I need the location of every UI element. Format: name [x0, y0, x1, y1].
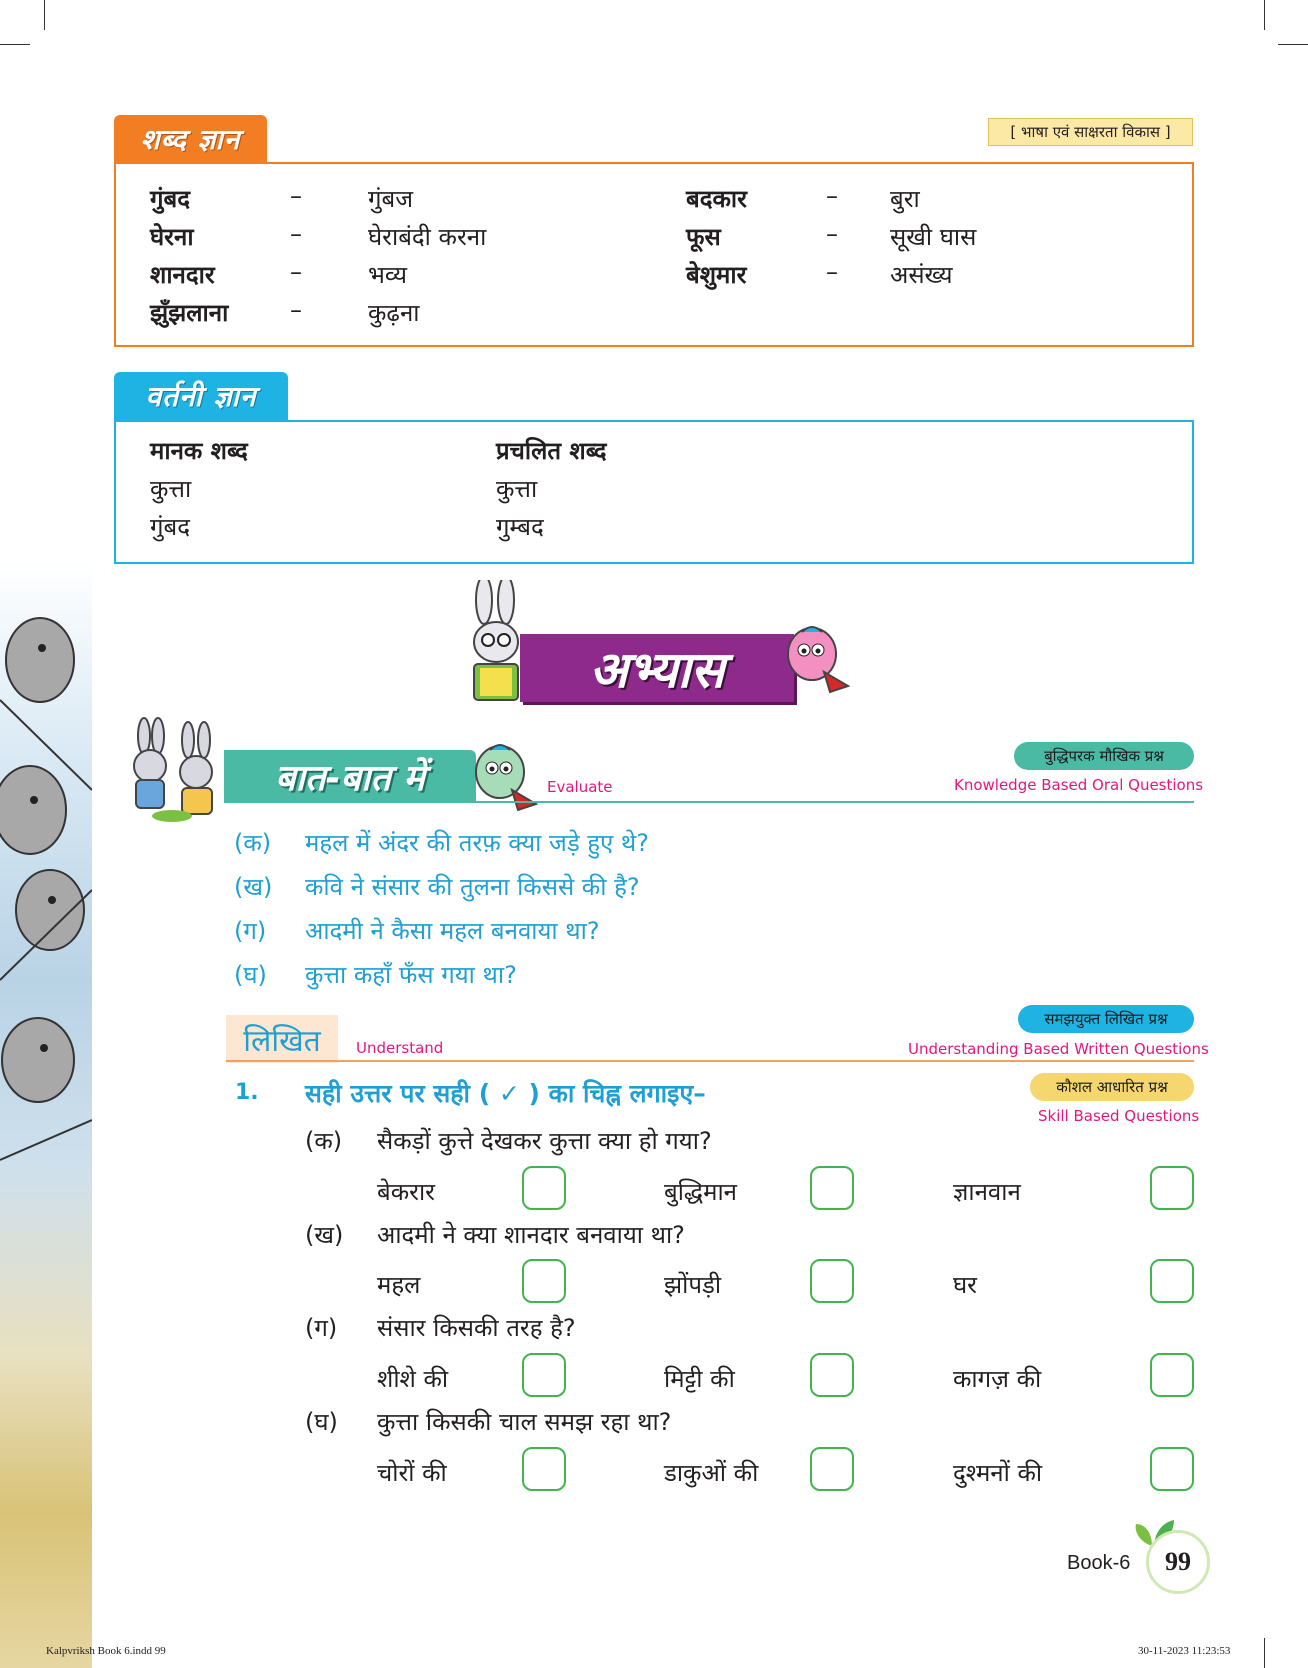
mcq-question: आदमी ने क्या शानदार बनवाया था?: [377, 1221, 685, 1249]
mcq-label: (क): [305, 1127, 343, 1155]
vocab-dash: –: [826, 182, 838, 210]
answer-checkbox[interactable]: [1150, 1447, 1194, 1491]
mcq-option: महल: [377, 1271, 421, 1299]
vartani-gyan-title: वर्तनी ज्ञान: [114, 372, 288, 420]
shabd-gyan-title: शब्द ज्ञान: [114, 115, 267, 163]
vocab-word: बदकार: [686, 185, 747, 213]
vartani-gyan-box: [114, 420, 1194, 564]
answer-checkbox[interactable]: [522, 1353, 566, 1397]
mcq-label: (ख): [305, 1221, 344, 1249]
answer-checkbox[interactable]: [1150, 1259, 1194, 1303]
mcq-option: ज्ञानवान: [953, 1178, 1021, 1206]
oral-question-text: कवि ने संसार की तुलना किससे की है?: [305, 873, 640, 901]
mcq-option: दुश्मनों की: [953, 1459, 1043, 1487]
vocab-dash: –: [826, 220, 838, 248]
vocab-dash: –: [290, 296, 302, 324]
vocab-dash: –: [290, 258, 302, 286]
mcq-option: शीशे की: [377, 1365, 449, 1393]
crop-mark: [1264, 1638, 1265, 1668]
baat-baat-mein-title: बात-बात में: [224, 750, 476, 802]
answer-checkbox[interactable]: [1150, 1353, 1194, 1397]
shabd-gyan-box: [114, 162, 1194, 347]
book-label: Book-6: [1067, 1552, 1131, 1574]
crop-mark: [1264, 0, 1265, 30]
mcq-question: संसार किसकी तरह है?: [377, 1314, 576, 1342]
decorative-dog-illustration: [0, 560, 92, 1668]
answer-checkbox[interactable]: [522, 1259, 566, 1303]
vocab-meaning: गुंबज: [368, 185, 414, 213]
mcq-question: कुत्ता किसकी चाल समझ रहा था?: [377, 1408, 672, 1436]
mcq-label: (घ): [305, 1408, 338, 1436]
vocab-word: शानदार: [150, 261, 215, 289]
file-slug: Kalpvriksh Book 6.indd 99: [46, 1645, 166, 1657]
vocab-dash: –: [826, 258, 838, 286]
oral-question-text: आदमी ने कैसा महल बनवाया था?: [305, 917, 600, 945]
vocab-meaning: असंख्य: [890, 261, 953, 289]
mcq-option: डाकुओं की: [664, 1459, 759, 1487]
likhit-title: लिखित: [226, 1015, 338, 1063]
vocab-word: गुंबद: [150, 185, 190, 213]
mcq-option: बुद्धिमान: [664, 1178, 737, 1206]
mcq-option: घर: [953, 1271, 977, 1299]
written-questions-pill: समझयुक्त लिखित प्रश्न: [1018, 1005, 1194, 1033]
evaluate-caption: Evaluate: [547, 778, 613, 796]
oral-question-label: (घ): [234, 961, 267, 989]
oral-questions-caption: Knowledge Based Oral Questions: [954, 776, 1204, 794]
section-divider: [224, 801, 1194, 803]
standard-word: कुत्ता: [150, 475, 192, 503]
mcq-option: झोंपड़ी: [664, 1271, 722, 1299]
abhyas-banner: अभ्यास: [520, 634, 794, 702]
question-number: 1.: [235, 1080, 259, 1105]
oral-question-label: (ख): [234, 873, 273, 901]
vocab-dash: –: [290, 220, 302, 248]
standard-word: गुंबद: [150, 513, 190, 541]
mcq-option: बेकरार: [377, 1178, 435, 1206]
written-questions-caption: Understanding Based Written Questions: [908, 1040, 1209, 1058]
vocab-meaning: भव्य: [368, 261, 407, 289]
answer-checkbox[interactable]: [522, 1166, 566, 1210]
answer-checkbox[interactable]: [1150, 1166, 1194, 1210]
common-word: कुत्ता: [496, 475, 538, 503]
crop-mark: [1278, 44, 1308, 45]
common-word: गुम्बद: [496, 513, 544, 541]
mcq-question: सैकड़ों कुत्ते देखकर कुत्ता क्या हो गया?: [377, 1127, 712, 1155]
vocab-word: घेरना: [150, 223, 194, 251]
oral-questions-pill: बुद्धिपरक मौखिक प्रश्न: [1014, 742, 1194, 770]
oral-question-text: महल में अंदर की तरफ़ क्या जड़े हुए थे?: [305, 829, 650, 857]
mcq-option: मिट्टी की: [664, 1365, 735, 1393]
oral-question-label: (ग): [234, 917, 267, 945]
crop-mark: [44, 0, 45, 30]
skill-questions-pill: कौशल आधारित प्रश्न: [1030, 1073, 1194, 1101]
vocab-meaning: बुरा: [890, 185, 920, 213]
vocab-dash: –: [290, 182, 302, 210]
answer-checkbox[interactable]: [810, 1447, 854, 1491]
oral-question-label: (क): [234, 829, 272, 857]
understand-caption: Understand: [356, 1039, 444, 1057]
answer-checkbox[interactable]: [522, 1447, 566, 1491]
mcq-instruction: सही उत्तर पर सही ( ✓ ) का चिह्न लगाइए–: [305, 1079, 706, 1108]
page-number: 99: [1146, 1530, 1210, 1594]
standard-word-header: मानक शब्द: [150, 437, 248, 465]
crop-mark: [0, 44, 30, 45]
rabbits-illustration: [112, 716, 228, 826]
mcq-label: (ग): [305, 1314, 338, 1342]
timestamp-slug: 30-11-2023 11:23:53: [1138, 1645, 1231, 1657]
vocab-word: झुँझलाना: [150, 299, 229, 327]
vocab-meaning: घेराबंदी करना: [368, 223, 487, 251]
oral-question-text: कुत्ता कहाँ फँस गया था?: [305, 961, 517, 989]
answer-checkbox[interactable]: [810, 1166, 854, 1210]
mcq-option: चोरों की: [377, 1459, 447, 1487]
answer-checkbox[interactable]: [810, 1353, 854, 1397]
mcq-option: कागज़ की: [953, 1365, 1042, 1393]
common-word-header: प्रचलित शब्द: [496, 437, 607, 465]
section-divider: [226, 1060, 1194, 1062]
vocab-meaning: सूखी घास: [890, 223, 977, 251]
vocab-meaning: कुढ़ना: [368, 299, 420, 327]
vocab-word: फूस: [686, 223, 721, 251]
skill-questions-caption: Skill Based Questions: [1038, 1107, 1200, 1125]
vocab-word: बेशुमार: [686, 261, 747, 289]
answer-checkbox[interactable]: [810, 1259, 854, 1303]
pencil-mascot-icon: [782, 620, 852, 696]
literacy-development-tag: [ भाषा एवं साक्षरता विकास ]: [988, 118, 1193, 146]
